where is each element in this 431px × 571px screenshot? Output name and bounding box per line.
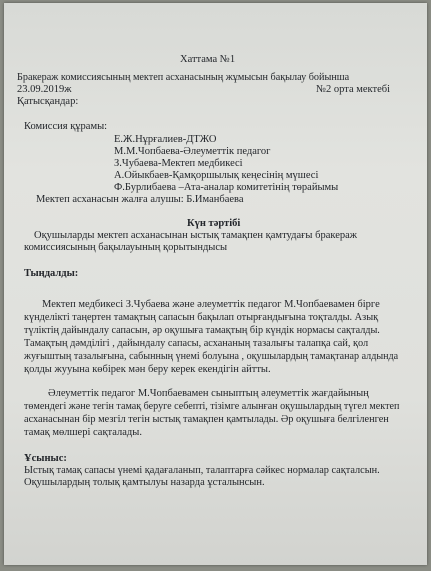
document-date: 23.09.2019ж: [17, 84, 72, 95]
document-page: [4, 3, 427, 565]
heard-heading: Тыңдалды:: [24, 268, 79, 279]
resolution-line: Оқушылардың толық қамтылуы назарда ұсталынсын.: [24, 477, 265, 488]
member-item: Е.Ж.Нұрғалиев-ДТЖО: [114, 134, 217, 145]
paragraph-line: жуғыштың тазалығына, сабынның үнемі болуына , оқушылардың тамақтанар алдында: [24, 351, 399, 362]
member-item: З.Чубаева-Мектеп медбикесі: [114, 158, 243, 169]
member-item: А.Ойыкбаев-Қамқоршылық кеңесінің мүшесі: [114, 170, 319, 181]
commission-label: Комиссия құрамы:: [24, 121, 108, 132]
member-item: М.М.Чопбаева-Әлеуметтік педагог: [114, 146, 271, 157]
paragraph-line: Тамақтың дәмділігі , дайындалу сапасы, асхананың тазалығы талапқа сай, қол: [24, 338, 369, 349]
agenda-line: комиссиясының бақылауының қорытындысы: [24, 242, 228, 253]
agenda-heading: Күн тәртібі: [187, 218, 241, 229]
school-name: №2 орта мектебі: [316, 84, 391, 95]
paragraph-line: Мектеп медбикесі З.Чубаева және әлеуметтік педагог М.Чопбаевамен бірге: [42, 299, 380, 310]
agenda-line: Оқушыларды мектеп асханасынан ыстық тамақпен қамтудағы бракераж: [34, 230, 358, 241]
document-title: Хаттама №1: [180, 54, 236, 65]
tenant-line: Мектеп асханасын жалға алушы: Б.Иманбаева: [36, 194, 244, 205]
attendees-label: Қатысқандар:: [17, 96, 79, 107]
resolution-heading: Ұсыныс:: [24, 453, 67, 464]
resolution-line: Ыстық тамақ сапасы үнемі қадағаланып, талаптарға сәйкес нормалар сақталсын.: [24, 465, 380, 476]
paragraph-line: төмендегі және тегін тамақ беруге себепті, тізімге алынған оқушылардың түгел мектеп: [24, 401, 400, 412]
document-subject: Бракераж комиссиясының мектеп асханасының жұмысын бақылау бойынша: [17, 72, 350, 83]
member-item: Ф.Бурлибаева –Ата-аналар комитетінің төрайымы: [114, 182, 339, 193]
paragraph-line: күнделікті таңертен тамақтың сапасын бақылап отырғандығына тоқталды. Азық: [24, 312, 379, 323]
paragraph-line: қолды жууына көбірек мән беру керек екендігін айтты.: [24, 364, 271, 375]
paragraph-line: асханасынан бір мезгіл тегін ыстық тамақпен қамтылады. Әр оқушыға белгіленген: [24, 414, 389, 425]
paragraph-line: тамақ мөлшері сақталады.: [24, 427, 142, 438]
paragraph-line: Әлеуметтік педагог М.Чопбаевамен сыныптың әлеуметтік жағдайының: [48, 388, 369, 399]
paragraph-line: түліктің дайындалу сапасын, әр оқушыға тамақтың бір күндік нормасы сақталды.: [24, 325, 380, 336]
